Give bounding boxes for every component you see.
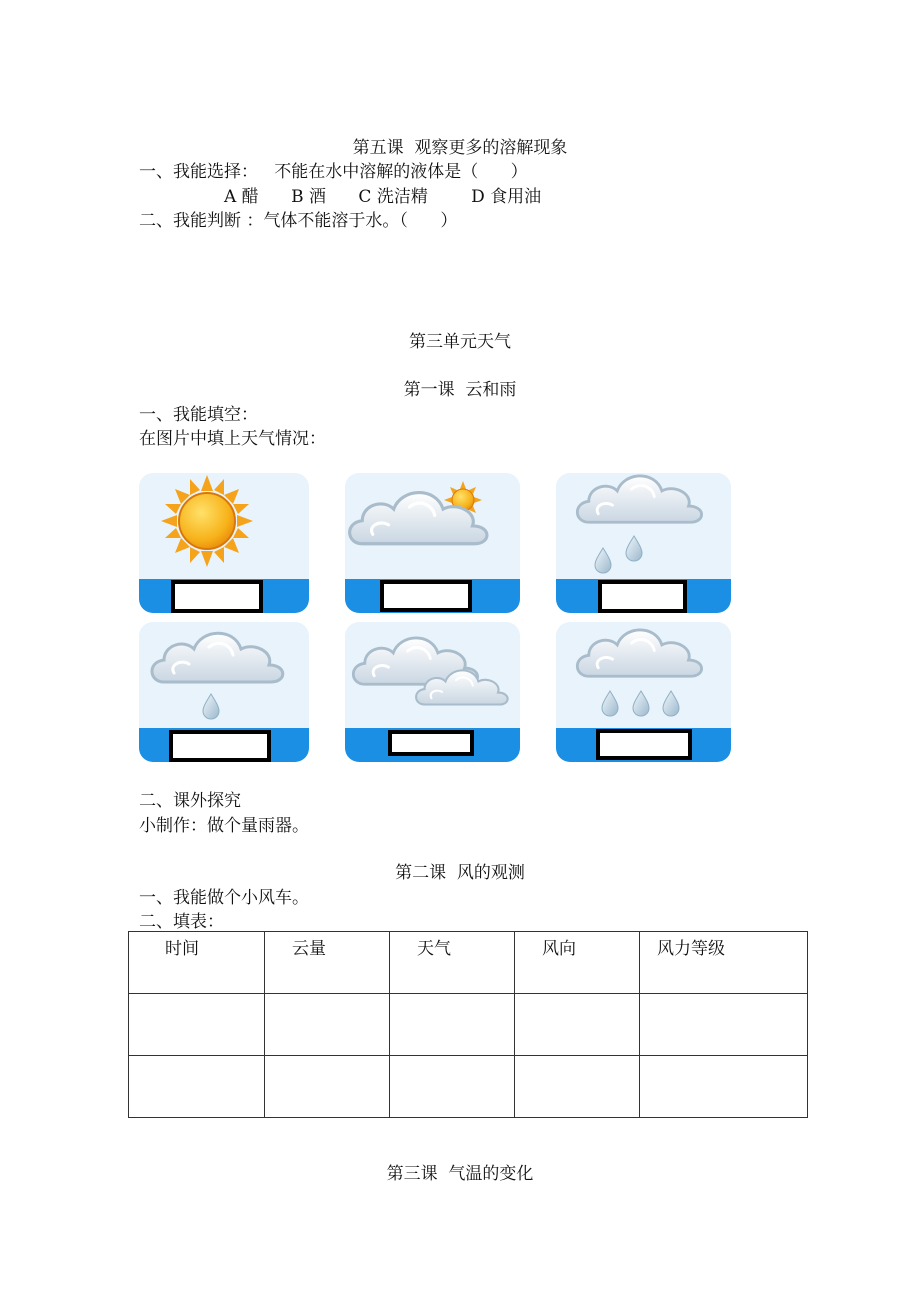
answer-box-4	[171, 732, 269, 760]
lesson3-title: 第三课 气温的变化	[386, 1164, 534, 1184]
table-cell[interactable]	[515, 1056, 640, 1118]
header-wind-direction: 风向	[542, 939, 576, 959]
lesson5-question1: 一、我能选择： 不能在水中溶解的液体是（ ）	[139, 162, 528, 182]
answer-box-3	[600, 582, 685, 611]
header-wind-force: 风力等级	[657, 939, 725, 959]
header-weather: 天气	[417, 939, 451, 959]
header-cell	[515, 932, 640, 994]
header-cell	[390, 932, 515, 994]
table-cell[interactable]	[640, 1056, 808, 1118]
header-cell	[129, 932, 265, 994]
table-header-row	[129, 932, 808, 994]
table-cell[interactable]	[390, 994, 515, 1056]
weather-card-sunny	[139, 473, 309, 613]
lesson2-question1: 一、我能做个小风车。	[139, 888, 309, 908]
answer-box-5	[390, 732, 472, 754]
lesson5-question1-options: A 醋 B 酒 C 洗洁精 D 食用油	[224, 187, 542, 207]
lesson1-question1: 一、我能填空：	[139, 405, 258, 425]
answer-box-6	[598, 731, 690, 758]
lesson1-instruction: 在图片中填上天气情况：	[139, 429, 326, 449]
table-cell[interactable]	[515, 994, 640, 1056]
table-row	[129, 994, 808, 1056]
table-cell[interactable]	[129, 994, 265, 1056]
header-cell	[265, 932, 390, 994]
answer-box-1	[173, 582, 261, 611]
lesson1-question2: 二、课外探究	[139, 791, 241, 811]
header-time: 时间	[165, 939, 199, 959]
observation-table	[128, 931, 808, 1118]
lesson1-task: 小制作：做个量雨器。	[139, 816, 309, 836]
table-cell[interactable]	[265, 994, 390, 1056]
weather-card-overcast	[345, 622, 520, 762]
answer-box-2	[382, 582, 470, 610]
table-row	[129, 1056, 808, 1118]
header-cloud-amount: 云量	[292, 939, 326, 959]
lesson1-title: 第一课 云和雨	[403, 380, 517, 400]
lesson5-title: 第五课 观察更多的溶解现象	[352, 138, 568, 158]
weather-card-partly-cloudy	[345, 473, 520, 613]
weather-card-rain-one-drop	[139, 622, 309, 762]
table-cell[interactable]	[265, 1056, 390, 1118]
unit-title: 第三单元天气	[409, 332, 511, 352]
table-cell[interactable]	[640, 994, 808, 1056]
weather-card-rain-three-drops	[556, 622, 731, 762]
lesson5-question2: 二、我能判断 ：气体不能溶于水。（ ）	[139, 211, 458, 231]
weather-card-rain-two-drops	[556, 473, 731, 613]
lesson2-title: 第二课 风的观测	[395, 863, 525, 883]
table-cell[interactable]	[129, 1056, 265, 1118]
table-cell[interactable]	[390, 1056, 515, 1118]
lesson2-question2: 二、填表：	[139, 912, 224, 932]
header-cell	[640, 932, 808, 994]
